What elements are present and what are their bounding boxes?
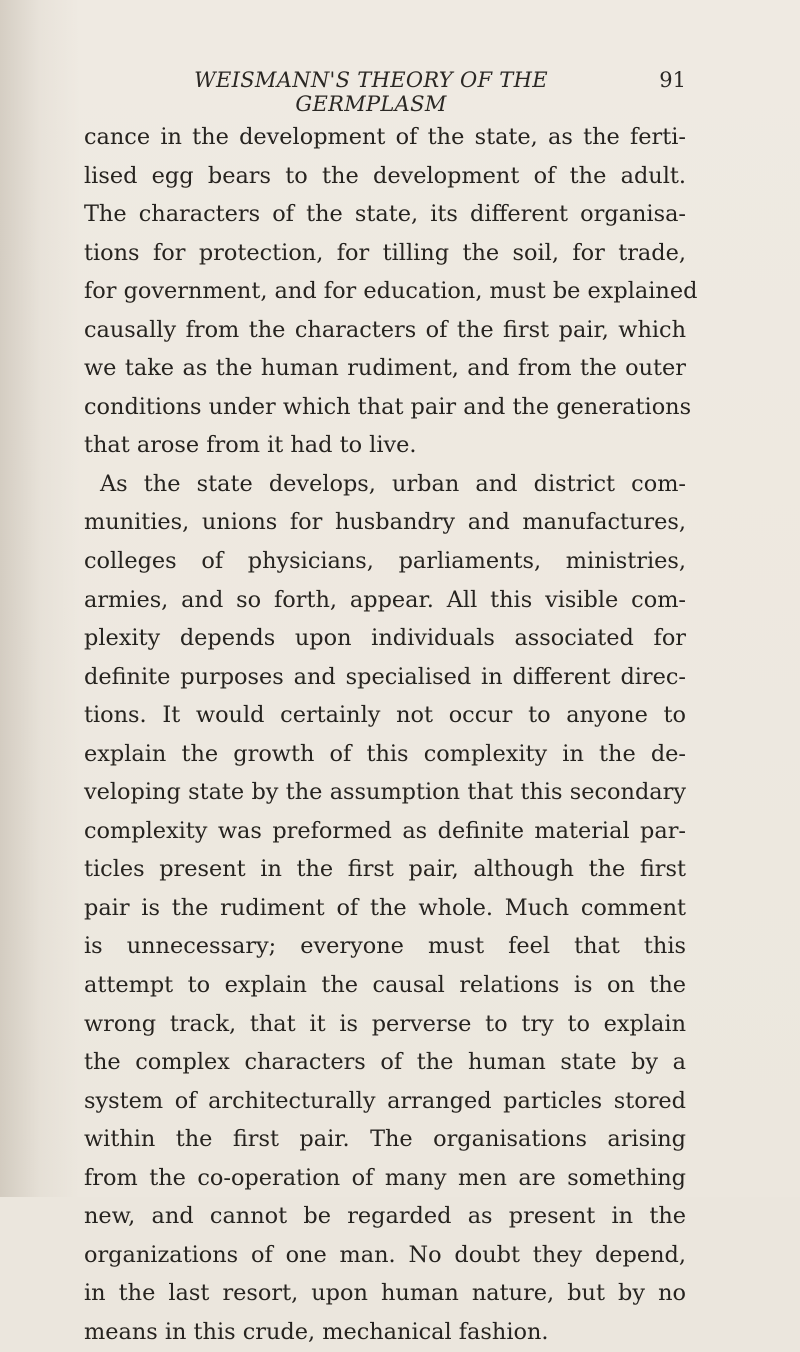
text-line: within the first pair. The organisations arising: [84, 1126, 686, 1153]
text-line: in the last resort, upon human nature, but by no: [84, 1280, 686, 1307]
page-header: [118, 68, 686, 116]
text-line: armies, and so forth, appear. All this visible com-: [84, 586, 686, 613]
text-line: The characters of the state, its different organisa-: [84, 201, 686, 228]
text-line: ticles present in the first pair, although the first: [84, 856, 686, 883]
page-number: 91: [659, 68, 686, 92]
text-line: cance in the development of the state, as the ferti-: [84, 124, 686, 150]
text-line: wrong track, that it is perverse to try to explain: [84, 1010, 686, 1037]
text-line: munities, unions for husbandry and manufactures,: [84, 509, 686, 536]
text-line: colleges of physicians, parliaments, ministries,: [84, 548, 686, 575]
running-title: WEISMANN'S THEORY OF THE GERMPLASM: [194, 68, 548, 116]
text-line: for government, and for education, must be explained: [84, 278, 698, 305]
text-line: means in this crude, mechanical fashion.: [84, 1318, 549, 1345]
body-text: [84, 118, 698, 1352]
text-line: plexity depends upon individuals associated for: [84, 625, 686, 652]
text-line: pair is the rudiment of the whole. Much comment: [84, 894, 686, 921]
text-line: conditions under which that pair and the generations: [84, 393, 692, 420]
text-line: As the state develops, urban and district com-: [100, 470, 686, 497]
text-line: from the co-operation of many men are something: [84, 1164, 686, 1191]
text-line: is unnecessary; everyone must feel that this: [84, 933, 686, 960]
text-line: we take as the human rudiment, and from the outer: [84, 355, 686, 382]
text-line: veloping state by the assumption that this secondary: [84, 779, 686, 806]
text-line: the complex characters of the human state by a: [84, 1049, 686, 1076]
text-line: lised egg bears to the development of the adult.: [84, 162, 686, 189]
text-line: definite purposes and specialised in different direc-: [84, 663, 686, 690]
text-line: organizations of one man. No doubt they depend,: [84, 1241, 686, 1268]
text-line: attempt to explain the causal relations is on the: [84, 972, 686, 999]
text-line: complexity was preformed as definite material par-: [84, 817, 686, 844]
text-line: explain the growth of this complexity in the de-: [84, 740, 686, 767]
text-line: tions for protection, for tilling the soil, for trade,: [84, 239, 686, 266]
text-line: tions. It would certainly not occur to anyone to: [84, 702, 686, 729]
text-line: system of architecturally arranged particles stored: [84, 1087, 686, 1114]
text-line: that arose from it had to live.: [84, 432, 417, 459]
text-line: new, and cannot be regarded as present in the: [84, 1203, 686, 1230]
text-line: causally from the characters of the first pair, which: [84, 316, 686, 343]
